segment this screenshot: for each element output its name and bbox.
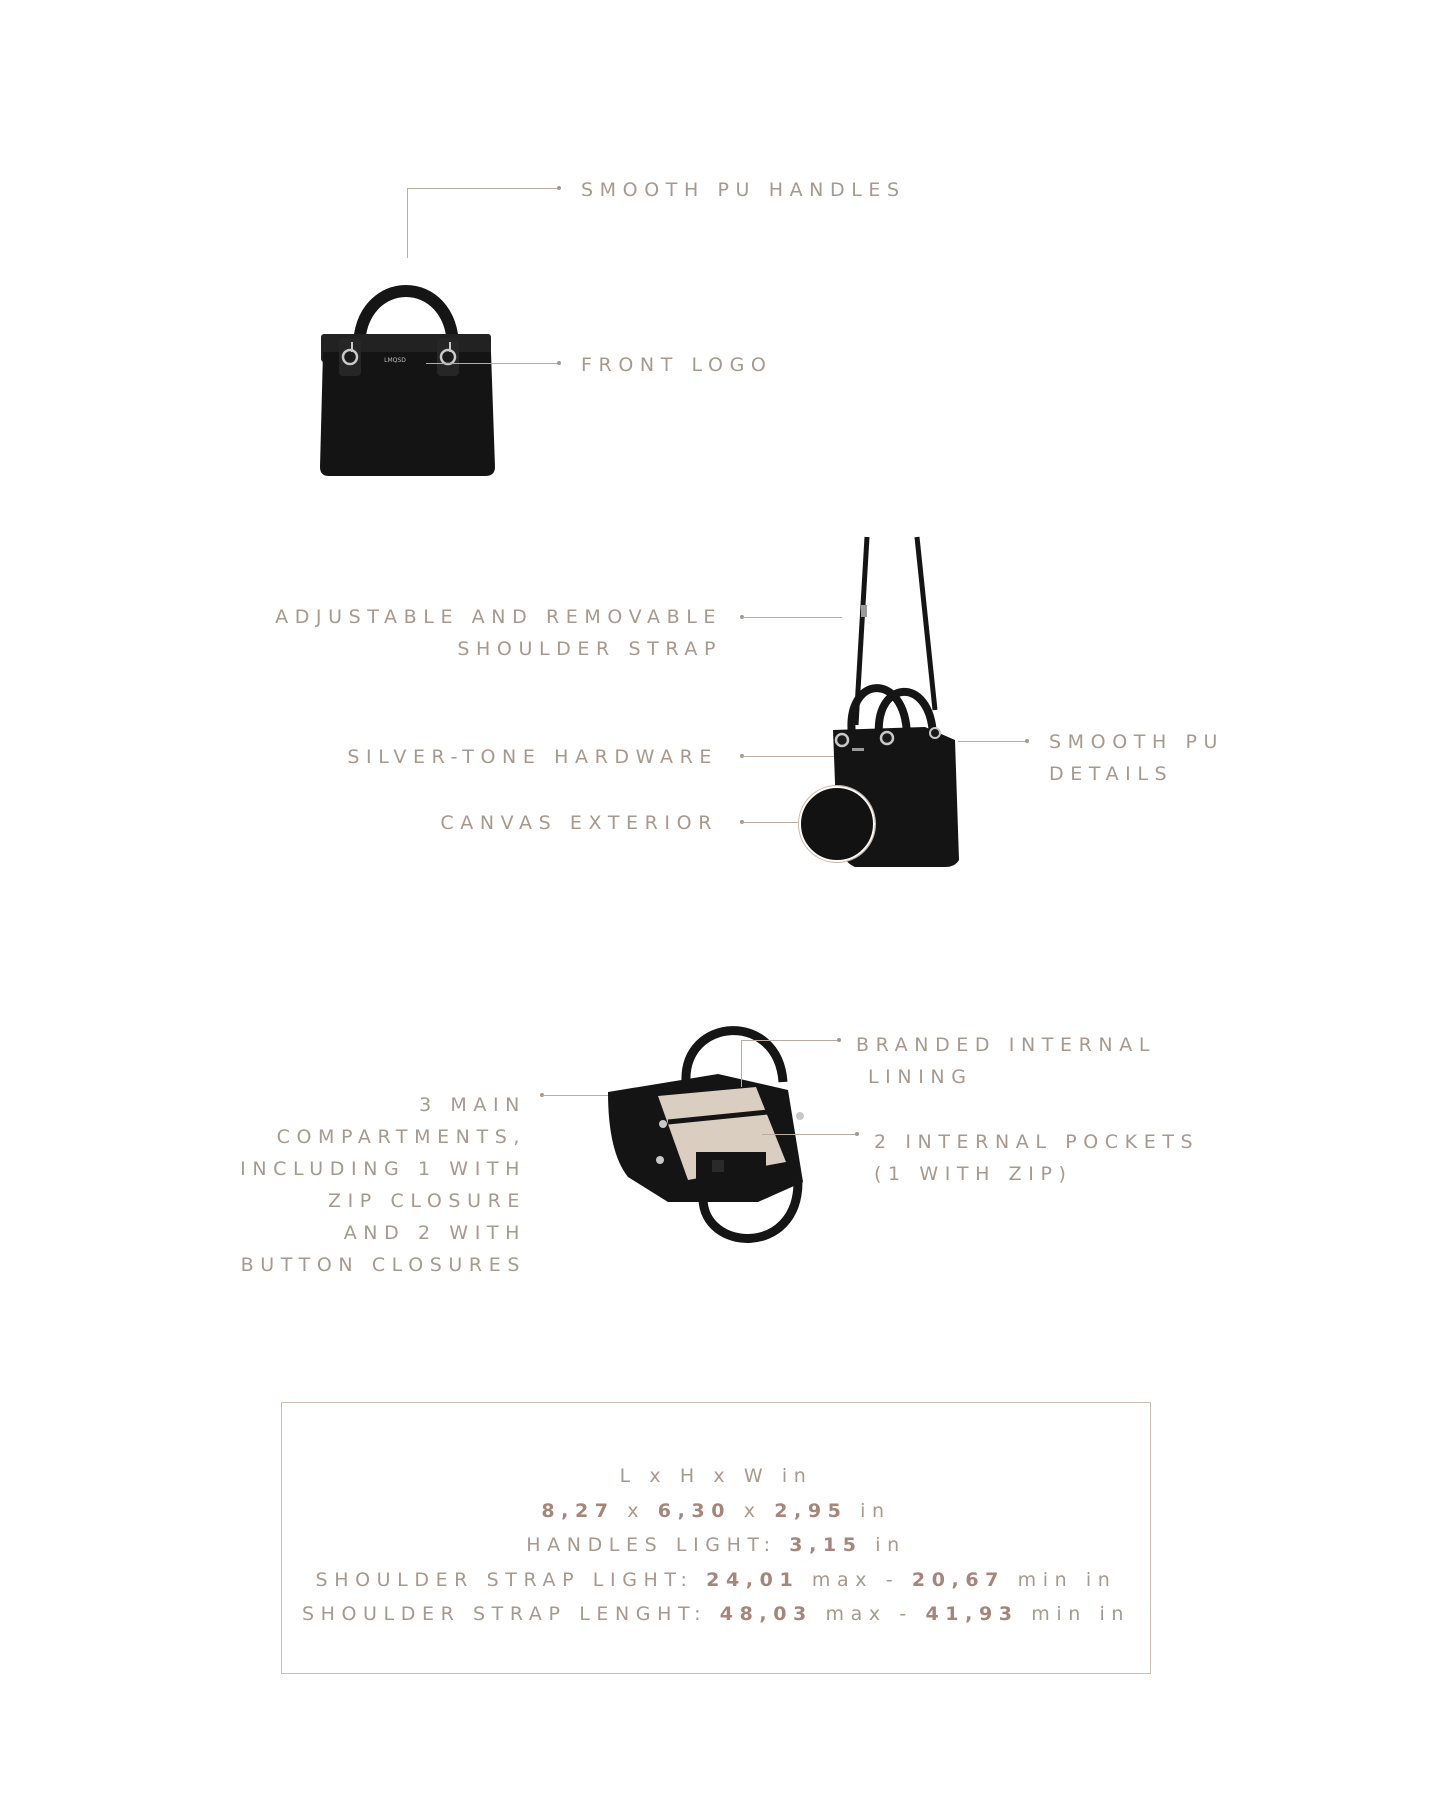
max-word: max: [811, 1568, 874, 1591]
compartments-line3: INCLUDING 1 WITH: [240, 1158, 526, 1180]
handles-leader-dot: [557, 186, 561, 190]
silver-tone-hardware-label: SILVER-TONE HARDWARE: [347, 746, 718, 768]
main-compartments-label: [240, 1089, 526, 1281]
pockets-leader-dot: [855, 1132, 859, 1136]
handles-height-value: 3,15: [789, 1534, 863, 1556]
front-logo-leader-dot: [557, 361, 561, 365]
compartments-line6: BUTTON CLOSURES: [240, 1254, 526, 1276]
handles-leader-vertical: [407, 188, 408, 258]
handles-height-label: HANDLES LIGHT:: [526, 1534, 777, 1556]
dash: -: [885, 1568, 900, 1591]
handbag-front-image: [315, 262, 500, 480]
dimensions-box: [281, 1402, 1151, 1674]
branded-lining-line1: BRANDED INTERNAL: [856, 1034, 1157, 1056]
handles-height-row: [282, 1528, 1150, 1563]
dimension-width: 2,95: [774, 1499, 848, 1522]
compartments-line2: COMPARTMENTS,: [276, 1126, 526, 1148]
max-word: max: [825, 1603, 887, 1625]
pockets-leader: [762, 1134, 857, 1135]
dimension-length: 8,27: [541, 1499, 615, 1522]
strap-light-label: SHOULDER STRAP LIGHT:: [315, 1568, 694, 1591]
internal-pockets-line1: 2 INTERNAL POCKETS: [874, 1131, 1200, 1153]
internal-pockets-label: [874, 1126, 1199, 1190]
unit-text: in: [875, 1534, 906, 1556]
front-logo-mark: LMQSD: [384, 357, 406, 364]
strap-length-min: 41,93: [925, 1603, 1019, 1625]
unit-text: in: [860, 1499, 891, 1522]
min-word: min: [1017, 1568, 1074, 1591]
smooth-pu-details-line2: DETAILS: [1049, 763, 1174, 785]
dimension-height: 6,30: [657, 1499, 732, 1522]
lining-leader-vertical: [741, 1040, 742, 1087]
dash: -: [899, 1603, 913, 1625]
canvas-zoom-circle: [797, 784, 877, 864]
front-logo-label: FRONT LOGO: [581, 354, 773, 376]
pu-details-leader: [958, 741, 1026, 742]
handbag-open-image: [608, 1012, 818, 1252]
unit-text: in: [1085, 1568, 1117, 1591]
dimensions-values: [282, 1494, 1150, 1529]
times-sign: x: [743, 1499, 762, 1522]
handles-leader-horizontal: [407, 188, 559, 189]
min-word: min: [1031, 1603, 1087, 1625]
branded-lining-line2: LINING: [868, 1066, 973, 1088]
unit-text: in: [1099, 1603, 1131, 1625]
strap-light-max: 24,01: [706, 1568, 800, 1591]
front-logo-leader: [426, 363, 559, 364]
strap-length-max: 48,03: [719, 1603, 813, 1625]
strap-light-min: 20,67: [911, 1568, 1005, 1591]
pu-details-leader-dot: [1025, 739, 1029, 743]
shoulder-strap-label: [275, 601, 722, 665]
strap-length-label: SHOULDER STRAP LENGHT:: [301, 1603, 708, 1625]
strap-light-row: [282, 1563, 1150, 1598]
smooth-pu-details-label: [1049, 726, 1224, 790]
dimensions-header: L x H x W in: [619, 1465, 813, 1487]
compartments-line1: 3 MAIN: [419, 1094, 526, 1116]
canvas-exterior-label: CANVAS EXTERIOR: [440, 812, 718, 834]
lining-leader-horizontal: [741, 1040, 839, 1041]
dimensions-lines: [282, 1459, 1150, 1632]
compartments-line4: ZIP CLOSURE: [327, 1190, 526, 1212]
internal-pockets-line2: (1 WITH ZIP): [874, 1163, 1073, 1185]
times-sign: x: [627, 1499, 646, 1522]
lining-leader-dot: [837, 1038, 841, 1042]
strap-length-row: [282, 1597, 1150, 1632]
compartments-line5: AND 2 WITH: [343, 1222, 526, 1244]
shoulder-strap-label-line2: SHOULDER STRAP: [457, 638, 722, 660]
smooth-pu-details-line1: SMOOTH PU: [1049, 731, 1225, 753]
smooth-pu-handles-label: SMOOTH PU HANDLES: [581, 179, 906, 201]
branded-lining-label: [856, 1029, 1156, 1093]
shoulder-strap-label-line1: ADJUSTABLE AND REMOVABLE: [275, 606, 722, 628]
